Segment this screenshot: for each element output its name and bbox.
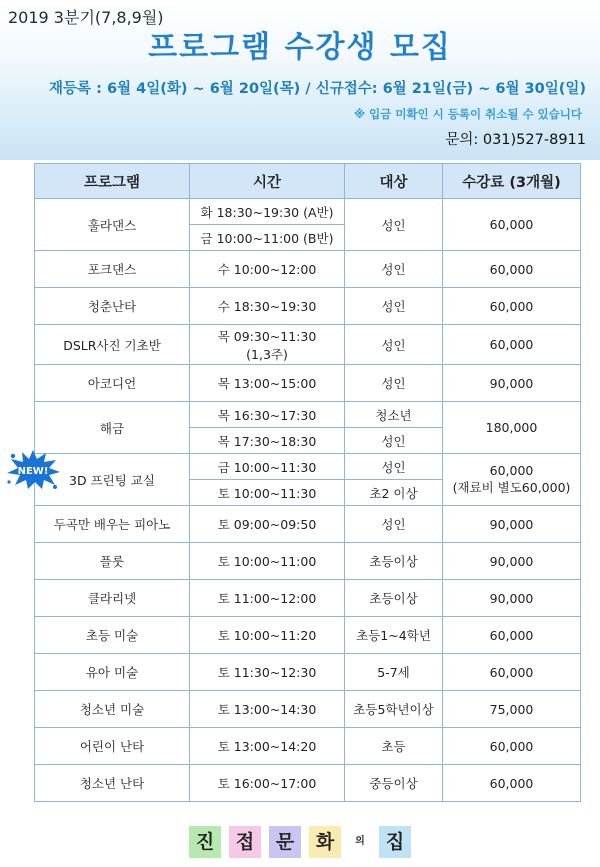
program-time: 토 11:00~12:00 [190, 580, 345, 617]
program-time: 토 10:00~11:20 [190, 617, 345, 654]
program-name: 해금 [35, 402, 190, 454]
program-target: 초등이상 [345, 543, 443, 580]
program-fee-value: 60,000 [489, 463, 534, 478]
program-target: 초등5학년이상 [345, 691, 443, 728]
program-target: 성인 [345, 454, 443, 480]
table-row [35, 454, 581, 480]
program-time: 토 13:00~14:30 [190, 691, 345, 728]
program-target: 성인 [345, 325, 443, 365]
program-target: 초등이상 [345, 580, 443, 617]
program-fee-note: (재료비 별도60,000) [452, 480, 571, 495]
footer-logo [0, 826, 600, 867]
program-fee: 90,000 [443, 365, 581, 402]
program-name: 포크댄스 [35, 251, 190, 288]
program-target: 성인 [345, 428, 443, 454]
table-row [35, 543, 581, 580]
program-name: 두곡만 배우는 피아노 [35, 506, 190, 543]
table-row [35, 691, 581, 728]
program-name: DSLR사진 기초반 [35, 325, 190, 365]
program-target: 5-7세 [345, 654, 443, 691]
quarter-label: 2019 3분기(7,8,9월) [8, 8, 164, 27]
program-fee: 90,000 [443, 543, 581, 580]
program-name: 청춘난타 [35, 288, 190, 325]
new-badge-icon [4, 447, 62, 491]
program-target: 성인 [345, 506, 443, 543]
program-target: 성인 [345, 199, 443, 251]
table-row [35, 654, 581, 691]
program-target: 초2 이상 [345, 480, 443, 506]
program-table [34, 163, 581, 802]
program-name: 3D 프린팅 교실 [35, 454, 190, 506]
program-time: 토 13:00~14:20 [190, 728, 345, 765]
program-target: 성인 [345, 251, 443, 288]
program-name: 초등 미술 [35, 617, 190, 654]
registration-dates: 재등록 : 6월 4일(화) ~ 6월 20일(목) / 신규접수: 6월 21일(금) ~ 6월 30일(일) [49, 81, 586, 97]
col-header-target: 대상 [345, 164, 443, 199]
program-fee: 90,000 [443, 506, 581, 543]
program-fee: 60,000 [443, 325, 581, 365]
col-header-fee: 수강료 (3개월) [443, 164, 581, 199]
program-time: 목 13:00~15:00 [190, 365, 345, 402]
program-name: 유아 미술 [35, 654, 190, 691]
program-time-line: 목 09:30~11:30 [217, 328, 317, 344]
program-target: 청소년 [345, 402, 443, 428]
table-row [35, 288, 581, 325]
program-time: 수 10:00~12:00 [190, 251, 345, 288]
program-fee: 60,000 [443, 765, 581, 802]
program-name: 청소년 난타 [35, 765, 190, 802]
program-fee: 60,000 [443, 654, 581, 691]
program-name: 훌라댄스 [35, 199, 190, 251]
col-header-program: 프로그램 [35, 164, 190, 199]
footer-char: 집 [379, 826, 411, 858]
cancellation-notice: ※ 입금 미확인 시 등록이 취소될 수 있습니다 [353, 107, 582, 121]
table-row [35, 580, 581, 617]
program-name: 플룻 [35, 543, 190, 580]
table-row [35, 506, 581, 543]
footer-char: 진 [189, 826, 221, 858]
program-target: 중등이상 [345, 765, 443, 802]
contact-info: 문의: 031)527-8911 [445, 132, 586, 148]
program-time: 토 10:00~11:00 [190, 543, 345, 580]
program-time: 토 11:30~12:30 [190, 654, 345, 691]
header-banner [0, 0, 600, 160]
program-time: 금 10:00~11:30 [190, 454, 345, 480]
program-target: 초등 [345, 728, 443, 765]
program-fee: 60,000 [443, 617, 581, 654]
program-time: 목 16:30~17:30 [190, 402, 345, 428]
program-fee: 90,000 [443, 580, 581, 617]
footer-char: 접 [229, 826, 261, 858]
footer-char: 의 [355, 836, 365, 847]
program-time: 토 09:00~09:50 [190, 506, 345, 543]
table-row [35, 325, 581, 365]
footer-char: 화 [309, 826, 341, 858]
table-row [35, 199, 581, 225]
table-row [35, 402, 581, 428]
program-target: 초등1~4학년 [345, 617, 443, 654]
program-target: 성인 [345, 365, 443, 402]
program-time: 금 10:00~11:00 (B반) [190, 225, 345, 251]
program-name: 어린이 난타 [35, 728, 190, 765]
program-time [190, 325, 345, 365]
program-time: 수 18:30~19:30 [190, 288, 345, 325]
program-fee: 60,000 [443, 728, 581, 765]
program-fee: 60,000 [443, 199, 581, 251]
program-fee [443, 454, 581, 506]
program-name: 청소년 미술 [35, 691, 190, 728]
table-header-row [35, 164, 581, 199]
program-name: 클라리넷 [35, 580, 190, 617]
col-header-time: 시간 [190, 164, 345, 199]
table-row [35, 728, 581, 765]
program-time: 토 10:00~11:30 [190, 480, 345, 506]
program-fee: 180,000 [443, 402, 581, 454]
table-row [35, 765, 581, 802]
program-target: 성인 [345, 288, 443, 325]
table-row [35, 617, 581, 654]
program-fee: 75,000 [443, 691, 581, 728]
program-time-note: (1,3주) [246, 346, 288, 362]
program-time: 화 18:30~19:30 (A반) [190, 199, 345, 225]
page-title: 프로그램 수강생 모집 [148, 30, 452, 65]
program-time: 목 17:30~18:30 [190, 428, 345, 454]
program-fee: 60,000 [443, 251, 581, 288]
table-row [35, 365, 581, 402]
new-badge-text: NEW! [17, 466, 49, 477]
program-time: 토 16:00~17:00 [190, 765, 345, 802]
program-name: 아코디언 [35, 365, 190, 402]
table-row [35, 251, 581, 288]
program-fee: 60,000 [443, 288, 581, 325]
footer-char: 문 [269, 826, 301, 858]
